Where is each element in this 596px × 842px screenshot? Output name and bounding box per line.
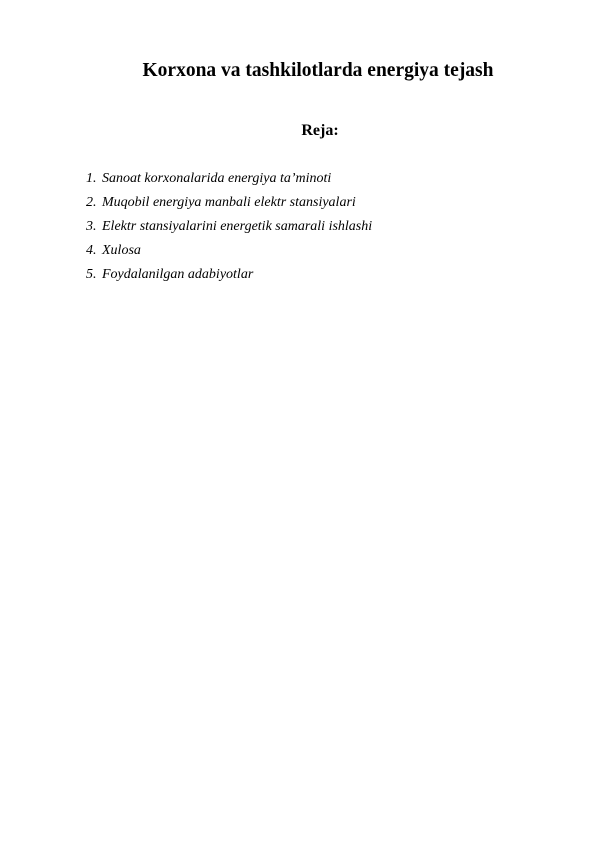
plan-item-text: Muqobil energiya manbali elektr stansiyalari (102, 195, 356, 210)
plan-item-text: Foydalanilgan adabiyotlar (102, 267, 254, 282)
document-title: Korxona va tashkilotlarda energiya tejash (142, 60, 494, 81)
plan-item (86, 168, 372, 192)
plan-item (86, 264, 372, 288)
plan-item-number: 1. (86, 171, 97, 186)
plan-item-number: 3. (86, 219, 97, 234)
plan-item-number: 4. (86, 243, 97, 258)
plan-item-number: 5. (86, 267, 97, 282)
plan-item (86, 240, 372, 264)
plan-list (86, 168, 372, 288)
plan-heading: Reja: (301, 122, 339, 139)
plan-item (86, 216, 372, 240)
plan-item-text: Elektr stansiyalarini energetik samarali ishlashi (102, 219, 373, 234)
plan-item (86, 192, 372, 216)
plan-item-text: Xulosa (102, 243, 141, 258)
plan-item-text: Sanoat korxonalarida energiya ta’minoti (102, 171, 332, 186)
plan-item-number: 2. (86, 195, 97, 210)
